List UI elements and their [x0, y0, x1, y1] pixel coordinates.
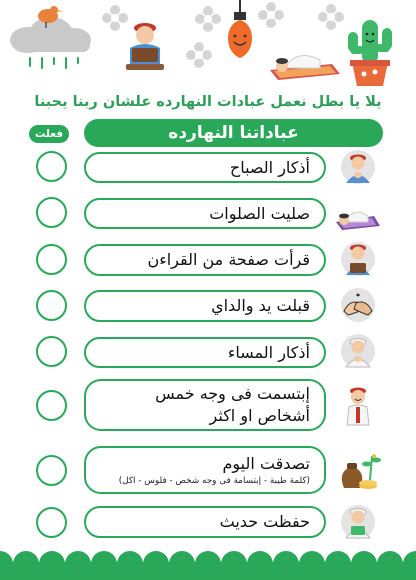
task-box — [84, 379, 326, 431]
flower-icon — [195, 6, 221, 32]
task-title-line2: أشخاص او اكثر — [209, 406, 310, 425]
light-bulb-icon — [220, 0, 260, 62]
scalloped-border — [0, 548, 416, 580]
task-checkbox[interactable] — [36, 290, 67, 321]
flower-icon — [102, 5, 128, 31]
task-title: إبتسمت فى وجه خمس — [155, 384, 310, 403]
task-box — [84, 506, 326, 538]
praying-boy-icon — [334, 149, 382, 185]
kissing-hand-icon — [334, 287, 382, 323]
praying-boy-icon — [334, 333, 382, 369]
prostrating-boy-icon — [334, 196, 382, 232]
task-title: صليت الصلوات — [209, 203, 310, 223]
task-checkbox[interactable] — [36, 507, 67, 538]
prostrating-boy-icon — [268, 34, 342, 80]
task-checkbox[interactable] — [36, 390, 67, 421]
task-box — [84, 198, 326, 229]
cactus-pot-icon — [342, 10, 398, 88]
task-title: تصدقت اليوم — [222, 454, 310, 473]
task-title: قبلت يد والداي — [211, 296, 310, 315]
page-title — [84, 119, 383, 147]
task-title: أذكار الصباح — [229, 157, 310, 177]
done-column-label: فعلت — [34, 128, 64, 140]
task-title: أذكار المساء — [227, 342, 310, 362]
task-box — [84, 337, 326, 368]
task-box — [84, 244, 326, 276]
rain-cloud-bird-icon — [6, 0, 96, 70]
task-checkbox[interactable] — [36, 455, 67, 486]
flower-icon — [258, 2, 284, 28]
task-note: (كلمة طيبة - إبتسامة فى وجه شخص - فلوس - اكل) — [118, 476, 310, 486]
flower-icon — [186, 42, 212, 68]
task-checkbox[interactable] — [36, 197, 67, 228]
task-box — [84, 152, 326, 183]
task-title: حفظت حديث — [219, 512, 310, 531]
task-title: قرأت صفحة من القراءن — [147, 250, 310, 269]
flower-icon — [318, 4, 344, 30]
task-box — [84, 446, 326, 494]
task-box — [84, 290, 326, 322]
task-checkbox[interactable] — [36, 151, 67, 182]
reading-quran-boy-icon — [334, 241, 382, 277]
reading-boy-icon — [334, 504, 382, 540]
task-checkbox[interactable] — [36, 336, 67, 367]
task-checkbox[interactable] — [36, 244, 67, 275]
page-subtitle: يلا يا بطل نعمل عبادات النهارده علشان ربنا يحبنا — [34, 94, 382, 110]
page-title-text: عباداتنا النهارده — [168, 123, 299, 143]
done-column-header — [29, 125, 69, 143]
smiling-boy-icon — [334, 385, 382, 427]
charity-money-bag-icon — [334, 448, 382, 490]
